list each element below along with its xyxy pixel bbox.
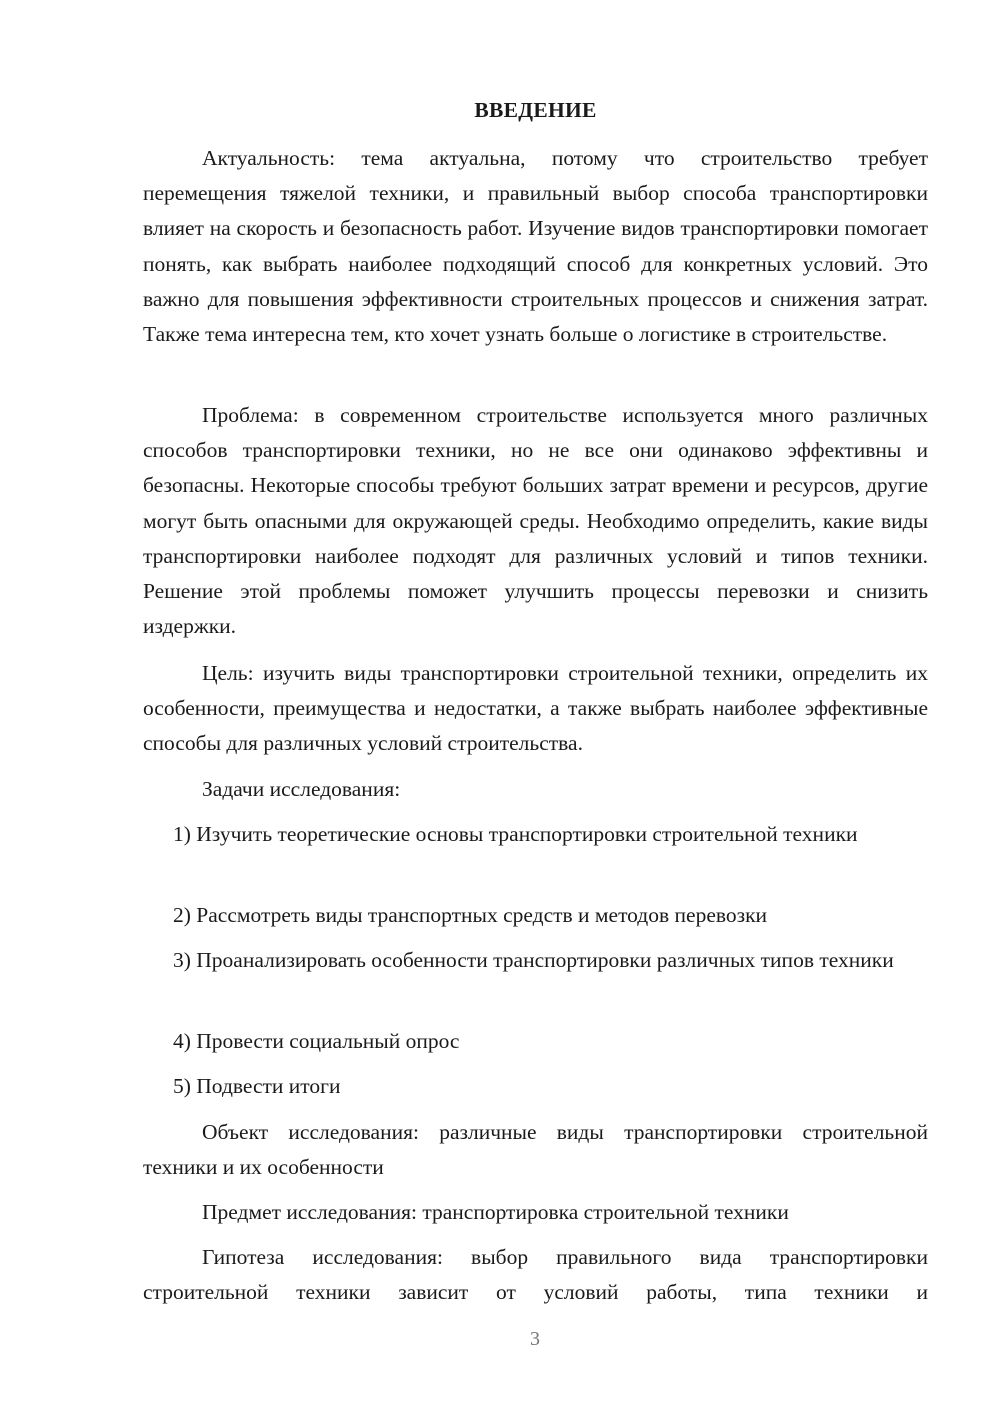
actuality-paragraph: Актуальность: тема актуальна, потому что строительство требует перемещения тяжелой техники, и правильный выбор способа транспортировки влияет на скорость и безопасность работ. Изучение видов транспортировки помогает понять, как выбрать наиболее подходящий способ для конкретных условий. Это важно для повышения эффективности строительных процессов и снижения затрат. Также тема интересна тем, кто хочет узнать больше о логистике в строительстве. (143, 146, 928, 347)
subject-paragraph: Предмет исследования: транспортировка строительной техники (202, 1200, 789, 1224)
page-number: 3 (530, 1328, 540, 1350)
task-item-2-block (143, 898, 928, 933)
task-item: 5) Подвести итоги (173, 1074, 341, 1098)
task-item: 2) Рассмотреть виды транспортных средств и методов перевозки (173, 903, 768, 927)
task-item: 4) Провести социальный опрос (173, 1029, 460, 1053)
goal-paragraph-block (143, 656, 928, 762)
tasks-heading-block (143, 772, 928, 807)
problem-paragraph-block (143, 398, 928, 644)
task-item-4-block (143, 1024, 928, 1059)
hypothesis-paragraph: Гипотеза исследования: выбор правильного вида транспортировки строительной техники зависит от условий работы, типа техники и (143, 1245, 928, 1305)
task-item: 1) Изучить теоретические основы транспортировки строительной техники (173, 822, 858, 846)
object-paragraph-block (143, 1115, 928, 1185)
actuality-paragraph-block (143, 141, 928, 352)
object-paragraph: Объект исследования: различные виды транспортировки строительной техники и их особенности (143, 1120, 928, 1180)
task-item: 3) Проанализировать особенности транспортировки различных типов техники (173, 948, 894, 972)
page-title: ВВЕДЕНИЕ (474, 98, 597, 122)
task-item-5-block (143, 1069, 928, 1104)
hypothesis-paragraph-block (143, 1240, 928, 1310)
tasks-heading: Задачи исследования: (202, 777, 401, 801)
task-item-1-block (143, 817, 928, 852)
goal-paragraph: Цель: изучить виды транспортировки строительной техники, определить их особенности, преимущества и недостатки, а также выбрать наиболее эффективные способы для различных условий строительства. (143, 661, 928, 756)
task-item-3-block (143, 943, 928, 978)
subject-paragraph-block (143, 1195, 928, 1230)
problem-paragraph: Проблема: в современном строительстве используется много различных способов транспортировки техники, но не все они одинаково эффективны и безопасны. Некоторые способы требуют больших затрат времени и ресурсов, другие могут быть опасными для окружающей среды. Необходимо определить, какие виды транспортировки наиболее подходят для различных условий и типов техники. Решение этой проблемы поможет улучшить процессы перевозки и снизить издержки. (143, 403, 928, 639)
